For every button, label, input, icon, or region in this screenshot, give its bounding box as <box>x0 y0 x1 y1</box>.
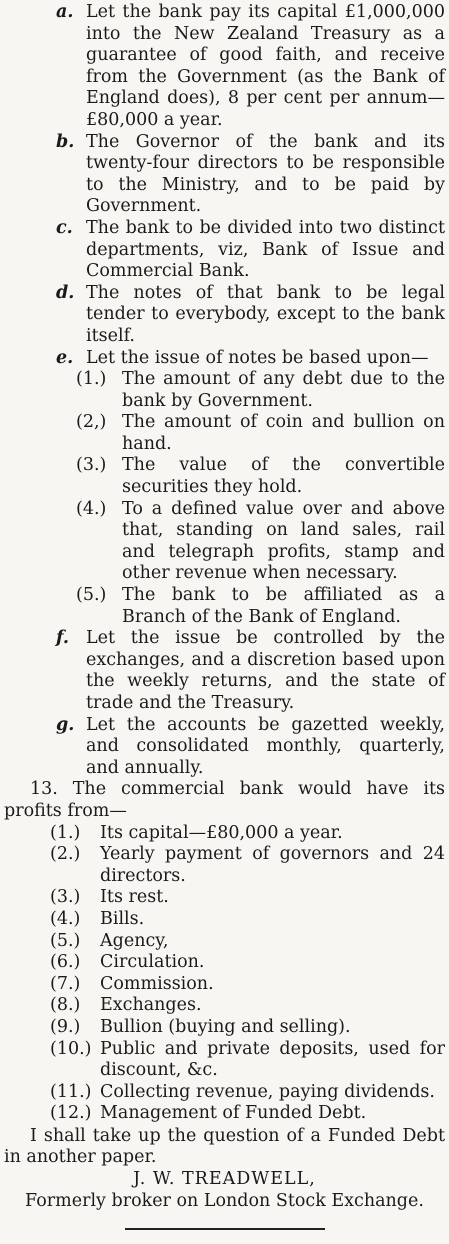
profit-text: Bullion (buying and selling). <box>100 1016 351 1037</box>
paragraph-13: 13. The commercial bank would have its profits from— <box>4 779 445 821</box>
profit-item <box>4 931 445 953</box>
profit-item <box>4 1103 445 1125</box>
profit-label: (4.) <box>50 908 81 929</box>
list-item <box>4 283 445 348</box>
profit-text: Public and private deposits, used for discount, &c. <box>100 1038 445 1081</box>
list-item <box>4 218 445 283</box>
sub-item-label: (1.) <box>76 369 107 390</box>
profit-label: (1.) <box>50 822 81 843</box>
profit-item <box>4 1082 445 1104</box>
list-item <box>4 715 445 780</box>
profit-text: Its rest. <box>100 887 169 908</box>
profit-item <box>4 844 445 887</box>
profit-label: (2.) <box>50 844 81 865</box>
profit-text: Yearly payment of governors and 24 directors. <box>100 844 445 886</box>
sub-item-text: To a defined value over and above that, standing on land sales, rail and telegraph profits, stamp and other revenue when necessary. <box>122 498 445 584</box>
item-text: Let the accounts be gazetted weekly, and consolidated monthly, quarterly, and annually. <box>86 714 445 778</box>
profit-label: (3.) <box>50 887 81 908</box>
profit-label: (12.) <box>50 1103 92 1124</box>
item-label: e. <box>56 347 74 368</box>
sub-list-item <box>4 369 445 412</box>
profit-item <box>4 1039 445 1082</box>
closing-paragraph: I shall take up the question of a Funded Debt in another paper. <box>4 1125 445 1168</box>
list-item <box>4 628 445 714</box>
item-label: d. <box>56 282 75 303</box>
end-rule <box>125 1228 325 1230</box>
sub-list-item <box>4 455 445 498</box>
sub-list-item <box>4 585 445 628</box>
sub-item-label: (2,) <box>76 412 107 433</box>
sub-list-item <box>4 412 445 455</box>
profit-text: Collecting revenue, paying dividends. <box>100 1081 435 1102</box>
author-title: Formerly broker on London Stock Exchange. <box>25 1190 424 1211</box>
item-text: Let the issue of notes be based upon— <box>86 347 429 368</box>
profit-text: Management of Funded Debt. <box>100 1103 367 1124</box>
profit-text: Exchanges. <box>100 995 202 1016</box>
item-label: c. <box>56 217 73 238</box>
sub-item-text: The amount of any debt due to the bank by Government. <box>122 369 445 411</box>
profit-label: (10.) <box>50 1038 92 1059</box>
profit-label: (7.) <box>50 973 81 994</box>
item-text: Let the bank pay its capital £1,000,000 into the New Zealand Treasury as a guarantee of good faith, and receive from the Government (as the Bank of England does), 8 per cent per annum—£80,000 a year. <box>86 2 445 130</box>
profit-item <box>4 823 445 845</box>
profit-label: (8.) <box>50 995 81 1016</box>
item-text: Let the issue be controlled by the exchanges, and a discretion based upon the weekly returns, and the state of trade and the Treasury. <box>86 628 445 713</box>
list-item <box>4 132 445 218</box>
item-label: b. <box>56 131 75 152</box>
profit-label: (9.) <box>50 1016 81 1037</box>
profit-text: Circulation. <box>100 952 205 973</box>
sub-item-text: The amount of coin and bullion on hand. <box>122 412 445 454</box>
list-item <box>4 348 445 370</box>
profit-item <box>4 887 445 909</box>
profit-item <box>4 995 445 1017</box>
profit-item <box>4 1017 445 1039</box>
item-text: The bank to be divided into two distinct departments, viz, Bank of Issue and Commercial Bank. <box>86 217 445 282</box>
item-text: The notes of that bank to be legal tender to everybody, except to the bank itself. <box>86 282 445 346</box>
item-label: g. <box>56 714 75 735</box>
profit-text: Commission. <box>100 973 214 994</box>
sub-item-text: The bank to be affiliated as a Branch of the Bank of England. <box>122 585 445 627</box>
sub-item-label: (4.) <box>76 498 107 519</box>
profit-item <box>4 909 445 931</box>
item-text: The Governor of the bank and its twenty-four directors to be responsible to the Ministry, and to be paid by Government. <box>86 131 445 217</box>
item-label: f. <box>56 628 69 649</box>
item-label: a. <box>56 2 74 22</box>
sub-list-item <box>4 499 445 585</box>
profit-text: Agency, <box>100 930 169 951</box>
sub-item-label: (5.) <box>76 585 107 606</box>
author-signature: J. W. TREADWELL, <box>133 1169 316 1190</box>
profit-text: Its capital—£80,000 a year. <box>100 822 343 843</box>
profit-label: (11.) <box>50 1081 92 1102</box>
profit-label: (6.) <box>50 952 81 973</box>
list-item <box>4 2 445 132</box>
sub-item-label: (3.) <box>76 455 107 476</box>
sub-item-text: The value of the convertible securities they hold. <box>122 455 445 498</box>
profit-item <box>4 952 445 974</box>
profit-label: (5.) <box>50 930 81 951</box>
profit-item <box>4 974 445 996</box>
profit-text: Bills. <box>100 908 145 929</box>
